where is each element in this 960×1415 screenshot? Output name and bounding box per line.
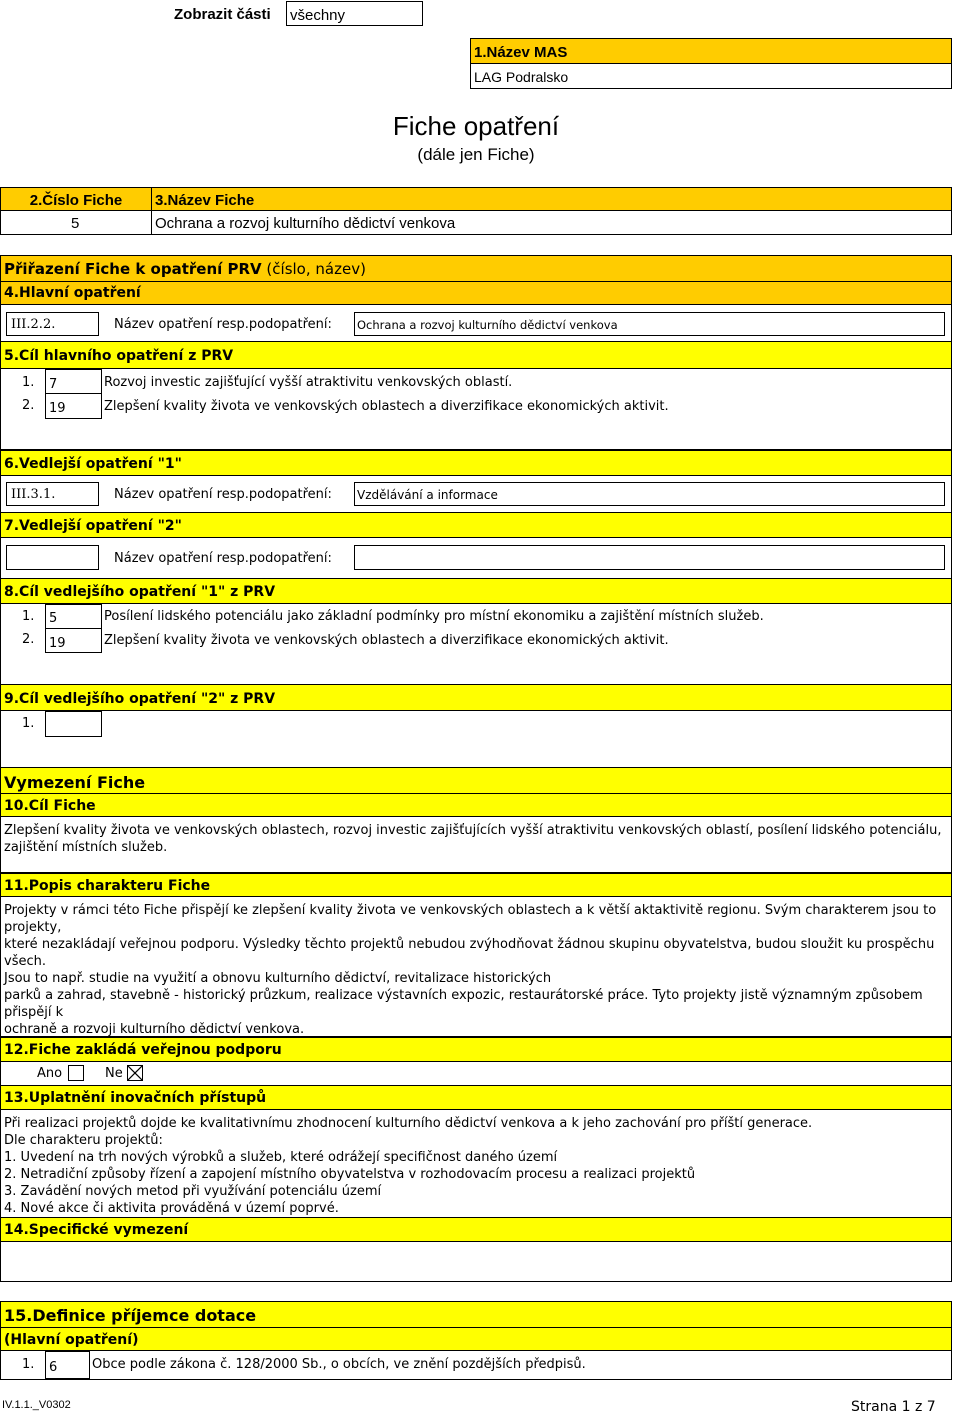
side2-label: Název opatření resp.podopatření: bbox=[114, 551, 332, 566]
recipient-subtitle: (Hlavní opatření) bbox=[0, 1327, 952, 1351]
fiche-name-header: 3.Název Fiche bbox=[151, 187, 952, 211]
definition-title: Vymezení Fiche bbox=[0, 767, 952, 794]
side1-goal-idx: 2. bbox=[22, 632, 35, 647]
side2-title: 7.Vedlejší opatření "2" bbox=[0, 512, 952, 538]
checked-cross-icon bbox=[128, 1066, 142, 1080]
main-goal-num: 7 bbox=[45, 369, 102, 394]
main-goal-idx: 2. bbox=[22, 398, 35, 413]
mas-name: LAG Podralsko bbox=[470, 63, 952, 89]
filter-label: Zobrazit části bbox=[174, 6, 271, 23]
recipient-num: 6 bbox=[45, 1351, 90, 1379]
main-measure-label: Název opatření resp.podopatření: bbox=[114, 317, 332, 332]
side1-label: Název opatření resp.podopatření: bbox=[114, 487, 332, 502]
page-subtitle: (dále jen Fiche) bbox=[417, 145, 535, 164]
innovation-text: Při realizaci projektů dojde ke kvalitativnímu zhodnocení kulturního dědictví venkova a k jeho zachování pro příští generace. Dle charakteru projektů: 1. Uvedení na trh nových výrobků a služeb, které odrážejí specifičnost daného území 2. Netradiční způsoby řízení a zapojení místního obyvatelstva v rozhodovacím procesu a realizaci projektů 3. Zavádění nových metod při využívání potenciálu území 4. Nové akce či aktivita prováděná v území poprvé. bbox=[4, 1116, 813, 1216]
character-text: Projekty v rámci této Fiche přispějí ke zlepšení kvality života ve venkovských oblastech a k větší aktaktivitě regionu. Svým charakterem jsou to projekty, které nezakládají veřejnou podporu. Výsledky těchto projektů nebudou zvýhodňovat žádnou skupinu obyvatelstva, budou sloužit ku prospěchu všech. Jsou to např. studie na využití a obnovu kulturního dědictví, revitalizace historických parků a zahrad, stavebně - historický průzkum, realizace výstavních expozic, restaurátorské práce. Tyto projekty jistě významným způsobem přispějí k ochraně a rozvoji kulturního dědictví venkova. bbox=[4, 903, 937, 1037]
public-support-yes-label: Ano bbox=[37, 1066, 63, 1081]
main-measure-title: 4.Hlavní opatření bbox=[0, 281, 952, 305]
filter-select[interactable]: všechny bbox=[286, 1, 423, 26]
side2-value bbox=[354, 545, 945, 570]
main-goal-num: 19 bbox=[45, 393, 102, 419]
side1-title: 6.Vedlejší opatření "1" bbox=[0, 450, 952, 476]
main-goal-title: 5.Cíl hlavního opatření z PRV bbox=[0, 341, 952, 369]
side1-goal-text: Posílení lidského potenciálu jako základní podmínky pro místní ekonomiku a zajištění místních služeb. bbox=[104, 609, 764, 624]
public-support-yes-checkbox[interactable] bbox=[68, 1065, 84, 1081]
main-measure-code: III.2.2. bbox=[6, 312, 99, 336]
character-title: 11.Popis charakteru Fiche bbox=[0, 873, 952, 897]
fiche-number: 5 bbox=[0, 210, 152, 235]
mas-title: 1.Název MAS bbox=[470, 38, 952, 64]
side1-goal-num: 19 bbox=[45, 628, 102, 653]
fiche-name: Ochrana a rozvoj kulturního dědictví venkova bbox=[151, 210, 952, 235]
side2-goal-title: 9.Cíl vedlejšího opatření "2" z PRV bbox=[0, 684, 952, 711]
recipient-title: 15.Definice příjemce dotace bbox=[0, 1301, 952, 1328]
footer-code: IV.1.1._V0302 bbox=[2, 1399, 71, 1411]
side2-goal-box bbox=[0, 710, 952, 768]
public-support-no-label: Ne bbox=[105, 1066, 123, 1081]
side1-goal-num: 5 bbox=[45, 604, 102, 629]
side1-goal-text: Zlepšení kvality života ve venkovských oblastech a diverzifikace ekonomických aktivit. bbox=[104, 633, 669, 648]
main-goal-text: Rozvoj investic zajišťující vyšší atraktivitu venkovských oblastí. bbox=[104, 375, 513, 390]
main-goal-text: Zlepšení kvality života ve venkovských oblastech a diverzifikace ekonomických aktivit. bbox=[104, 399, 669, 414]
page-title: Fiche opatření bbox=[392, 111, 560, 141]
public-support-title: 12.Fiche zakládá veřejnou podporu bbox=[0, 1037, 952, 1062]
goal-title: 10.Cíl Fiche bbox=[0, 793, 952, 817]
side1-goal-title: 8.Cíl vedlejšího opatření "1" z PRV bbox=[0, 578, 952, 604]
footer-page: Strana 1 z 7 bbox=[851, 1399, 936, 1415]
side1-value: Vzdělávání a informace bbox=[354, 482, 945, 506]
public-support-no-checkbox[interactable] bbox=[127, 1065, 143, 1081]
side2-goal-idx: 1. bbox=[22, 716, 35, 731]
side2-code bbox=[6, 545, 99, 570]
main-measure-value: Ochrana a rozvoj kulturního dědictví venkova bbox=[354, 312, 945, 336]
fiche-number-header: 2.Číslo Fiche bbox=[0, 187, 152, 211]
innovation-title: 13.Uplatnění inovačních přístupů bbox=[0, 1085, 952, 1110]
side2-goal-num bbox=[45, 711, 102, 737]
side1-goal-idx: 1. bbox=[22, 609, 35, 624]
recipient-text: Obce podle zákona č. 128/2000 Sb., o obcích, ve znění pozdějších předpisů. bbox=[92, 1357, 586, 1372]
prv-assignment-header: Přiřazení Fiche k opatření PRV (číslo, název) bbox=[0, 255, 952, 282]
recipient-idx: 1. bbox=[22, 1357, 35, 1372]
main-goal-idx: 1. bbox=[22, 375, 35, 390]
specific-box bbox=[0, 1241, 952, 1282]
side1-code: III.3.1. bbox=[6, 482, 99, 506]
goal-text: Zlepšení kvality života ve venkovských oblastech, rozvoj investic zajišťujících vyšší atraktivitu venkovských oblastí, posílení lidského potenciálu, zajištění místních služeb. bbox=[4, 823, 942, 855]
specific-title: 14.Specifické vymezení bbox=[0, 1217, 952, 1242]
